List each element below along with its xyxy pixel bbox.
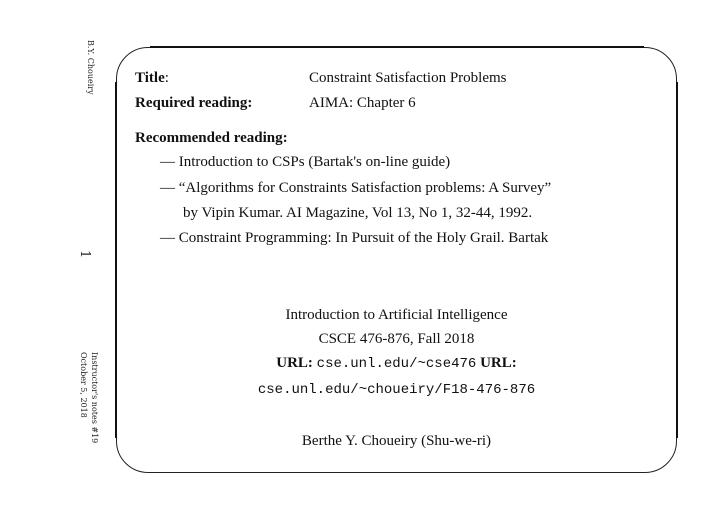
title-label-row	[135, 70, 169, 87]
notes-line-2: October 5, 2018	[79, 352, 88, 418]
frame-top-rule	[150, 46, 644, 48]
title-colon: :	[164, 70, 169, 86]
title-value: Constraint Satisfaction Problems	[309, 70, 507, 86]
margin-notes	[78, 352, 100, 443]
url-label-2: URL:	[480, 355, 517, 371]
url-label-1: URL:	[276, 355, 313, 371]
recommended-item-2: — “Algorithms for Constraints Satisfaction problems: A Survey”	[160, 180, 552, 196]
required-reading-label: Required reading:	[135, 95, 253, 111]
page-number: 1	[77, 250, 92, 259]
margin-author: B.Y. Choueiry	[86, 40, 95, 95]
required-reading-value: AIMA: Chapter 6	[309, 95, 416, 111]
title-label: Title	[135, 70, 165, 86]
course-url-2[interactable]: cse.unl.edu/~choueiry/F18-476-876	[257, 382, 536, 398]
notes-line-1: Instructor's notes #19	[90, 352, 99, 444]
instructor-name: Berthe Y. Choueiry (Shu-we-ri)	[301, 433, 492, 449]
recommended-item-1: — Introduction to CSPs (Bartak's on-line guide)	[160, 154, 451, 170]
course-url-row	[116, 355, 677, 372]
recommended-item-2-cont: by Vipin Kumar. AI Magazine, Vol 13, No 1, 32-44, 1992.	[183, 205, 533, 221]
course-url-1[interactable]: cse.unl.edu/~cse476	[316, 356, 477, 372]
course-code: CSCE 476-876, Fall 2018	[318, 331, 475, 347]
course-name: Introduction to Artificial Intelligence	[285, 307, 508, 323]
course-url-row-2	[116, 381, 677, 398]
recommended-heading: Recommended reading:	[135, 130, 288, 146]
recommended-item-3: — Constraint Programming: In Pursuit of the Holy Grail. Bartak	[160, 230, 549, 246]
